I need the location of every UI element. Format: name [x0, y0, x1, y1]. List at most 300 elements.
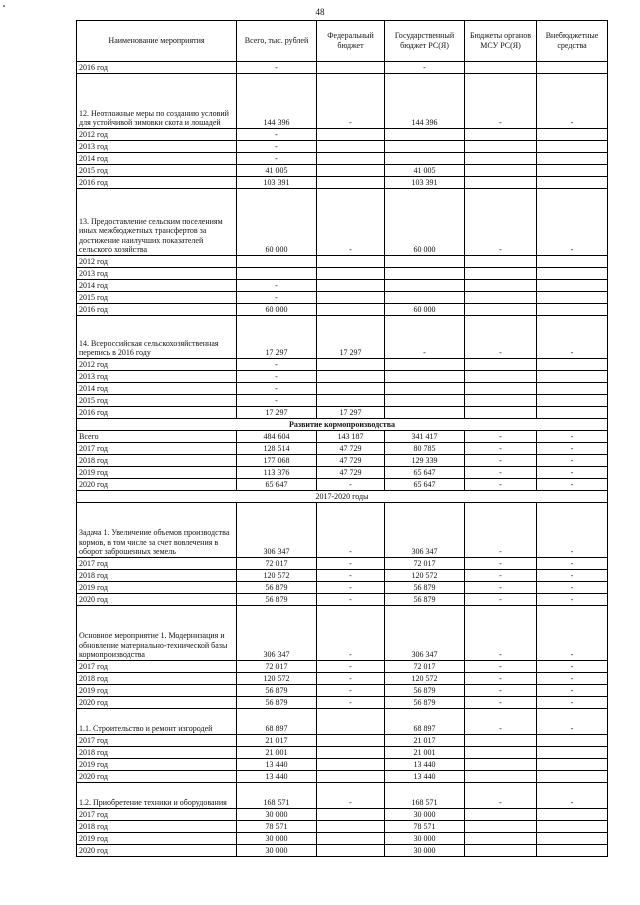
- cell-municipal: -: [465, 783, 537, 809]
- cell-municipal: [465, 833, 537, 845]
- cell-federal: [317, 771, 385, 783]
- cell-state: [385, 256, 465, 268]
- cell-federal: -: [317, 594, 385, 606]
- cell-extra: [537, 395, 608, 407]
- cell-extra: [537, 759, 608, 771]
- cell-extra: -: [537, 431, 608, 443]
- cell-state: 65 647: [385, 479, 465, 491]
- cell-municipal: [465, 62, 537, 74]
- cell-name: 2016 год: [77, 304, 237, 316]
- cell-extra: [537, 292, 608, 304]
- cell-total: 13 440: [237, 771, 317, 783]
- table-row: [77, 74, 608, 129]
- table-row: [77, 443, 608, 455]
- cell-total: -: [237, 62, 317, 74]
- cell-municipal: [465, 292, 537, 304]
- cell-extra: [537, 771, 608, 783]
- cell-federal: -: [317, 570, 385, 582]
- table-row: [77, 467, 608, 479]
- table-row: [77, 673, 608, 685]
- cell-extra: -: [537, 443, 608, 455]
- cell-extra: [537, 153, 608, 165]
- cell-extra: [537, 371, 608, 383]
- cell-municipal: -: [465, 606, 537, 661]
- header-municipal: Бюджеты органов МСУ РС(Я): [465, 21, 537, 62]
- cell-federal: [317, 280, 385, 292]
- cell-state: [385, 371, 465, 383]
- cell-state: 306 347: [385, 606, 465, 661]
- table-row: [77, 359, 608, 371]
- cell-municipal: -: [465, 467, 537, 479]
- cell-name: 2013 год: [77, 141, 237, 153]
- cell-total: -: [237, 359, 317, 371]
- cell-total: 120 572: [237, 570, 317, 582]
- cell-total: -: [237, 129, 317, 141]
- table-row: [77, 771, 608, 783]
- cell-federal: [317, 747, 385, 759]
- cell-extra: -: [537, 455, 608, 467]
- cell-municipal: [465, 268, 537, 280]
- cell-federal: [317, 371, 385, 383]
- cell-extra: -: [537, 594, 608, 606]
- cell-federal: [317, 256, 385, 268]
- cell-municipal: [465, 747, 537, 759]
- cell-federal: -: [317, 582, 385, 594]
- cell-extra: [537, 833, 608, 845]
- cell-total: 68 897: [237, 709, 317, 735]
- table-row: [77, 316, 608, 359]
- cell-name: Задача 1. Увеличение объемов производства кормов, в том числе за счет вовлечения в оборот заброшенных земель: [77, 503, 237, 558]
- cell-federal: [317, 395, 385, 407]
- cell-extra: [537, 747, 608, 759]
- cell-federal: -: [317, 697, 385, 709]
- cell-name: 2017 год: [77, 809, 237, 821]
- cell-federal: -: [317, 606, 385, 661]
- cell-state: 13 440: [385, 771, 465, 783]
- table-row: [77, 845, 608, 857]
- cell-total: 56 879: [237, 697, 317, 709]
- cell-total: [237, 268, 317, 280]
- cell-municipal: -: [465, 455, 537, 467]
- cell-state: 30 000: [385, 845, 465, 857]
- cell-extra: -: [537, 479, 608, 491]
- cell-extra: -: [537, 189, 608, 256]
- cell-federal: [317, 62, 385, 74]
- cell-municipal: [465, 359, 537, 371]
- cell-name: 2020 год: [77, 845, 237, 857]
- table-row: [77, 697, 608, 709]
- table-row: [77, 747, 608, 759]
- cell-federal: [317, 821, 385, 833]
- cell-name: 2019 год: [77, 759, 237, 771]
- cell-total: -: [237, 280, 317, 292]
- cell-state: 56 879: [385, 685, 465, 697]
- cell-total: 120 572: [237, 673, 317, 685]
- cell-federal: 47 729: [317, 455, 385, 467]
- cell-extra: [537, 177, 608, 189]
- cell-municipal: [465, 759, 537, 771]
- cell-federal: -: [317, 74, 385, 129]
- cell-extra: [537, 735, 608, 747]
- cell-state: 30 000: [385, 833, 465, 845]
- period-label: 2017-2020 годы: [77, 491, 608, 503]
- cell-federal: -: [317, 558, 385, 570]
- cell-name: 2019 год: [77, 467, 237, 479]
- cell-name: 2020 год: [77, 479, 237, 491]
- table-row: [77, 455, 608, 467]
- cell-state: 30 000: [385, 809, 465, 821]
- cell-federal: 17 297: [317, 316, 385, 359]
- cell-federal: [317, 359, 385, 371]
- cell-state: [385, 268, 465, 280]
- cell-name: Основное мероприятие 1. Модернизация и обновление материально-технической базы кормопроизводства: [77, 606, 237, 661]
- cell-total: 113 376: [237, 467, 317, 479]
- cell-municipal: [465, 395, 537, 407]
- cell-municipal: -: [465, 685, 537, 697]
- cell-federal: [317, 292, 385, 304]
- cell-name: 2019 год: [77, 833, 237, 845]
- table-row: [77, 383, 608, 395]
- cell-state: 60 000: [385, 304, 465, 316]
- cell-federal: 17 297: [317, 407, 385, 419]
- cell-extra: -: [537, 467, 608, 479]
- header-federal: Федеральный бюджет: [317, 21, 385, 62]
- cell-federal: [317, 268, 385, 280]
- cell-municipal: -: [465, 431, 537, 443]
- cell-name: 2014 год: [77, 383, 237, 395]
- table-row: [77, 407, 608, 419]
- cell-federal: -: [317, 479, 385, 491]
- table-row: [77, 479, 608, 491]
- cell-total: 21 017: [237, 735, 317, 747]
- cell-name: 2013 год: [77, 371, 237, 383]
- cell-name: 2014 год: [77, 153, 237, 165]
- cell-name: 2015 год: [77, 395, 237, 407]
- cell-municipal: [465, 383, 537, 395]
- cell-total: 30 000: [237, 833, 317, 845]
- cell-state: [385, 407, 465, 419]
- table-header-row: [77, 21, 608, 62]
- period-row: [77, 491, 608, 503]
- table-row: [77, 809, 608, 821]
- header-name: Наименование мероприятия: [77, 21, 237, 62]
- cell-extra: [537, 129, 608, 141]
- table-row: [77, 165, 608, 177]
- cell-extra: -: [537, 685, 608, 697]
- cell-municipal: -: [465, 558, 537, 570]
- table-row: [77, 582, 608, 594]
- cell-extra: [537, 383, 608, 395]
- table-row: [77, 371, 608, 383]
- cell-name: 2015 год: [77, 292, 237, 304]
- cell-name: 13. Предоставление сельским поселениям иных межбюджетных трансфертов за достижение наилучших показателей сельского хозяйства: [77, 189, 237, 256]
- cell-federal: [317, 833, 385, 845]
- cell-name: 1.2. Приобретение техники и оборудования: [77, 783, 237, 809]
- header-extra: Внебюджетные средства: [537, 21, 608, 62]
- cell-total: -: [237, 383, 317, 395]
- table-row: [77, 304, 608, 316]
- cell-extra: -: [537, 709, 608, 735]
- cell-federal: [317, 845, 385, 857]
- cell-municipal: -: [465, 673, 537, 685]
- cell-name: 2016 год: [77, 62, 237, 74]
- cell-federal: -: [317, 673, 385, 685]
- cell-name: 2017 год: [77, 558, 237, 570]
- cell-federal: [317, 759, 385, 771]
- cell-state: 103 391: [385, 177, 465, 189]
- cell-total: 168 571: [237, 783, 317, 809]
- cell-name: 2018 год: [77, 821, 237, 833]
- cell-total: 41 005: [237, 165, 317, 177]
- section-heading: Развитие кормопроизводства: [77, 419, 608, 431]
- cell-federal: 143 187: [317, 431, 385, 443]
- cell-name: 2018 год: [77, 455, 237, 467]
- cell-extra: [537, 141, 608, 153]
- cell-state: [385, 141, 465, 153]
- header-state: Государственный бюджет РС(Я): [385, 21, 465, 62]
- cell-total: 17 297: [237, 407, 317, 419]
- cell-state: 21 001: [385, 747, 465, 759]
- cell-name: 2020 год: [77, 594, 237, 606]
- cell-municipal: -: [465, 570, 537, 582]
- cell-municipal: -: [465, 661, 537, 673]
- cell-name: 2012 год: [77, 359, 237, 371]
- cell-name: Всего: [77, 431, 237, 443]
- cell-name: 2017 год: [77, 735, 237, 747]
- cell-extra: -: [537, 661, 608, 673]
- table-row: [77, 268, 608, 280]
- cell-municipal: [465, 371, 537, 383]
- cell-municipal: [465, 809, 537, 821]
- cell-state: 56 879: [385, 582, 465, 594]
- cell-name: 2014 год: [77, 280, 237, 292]
- cell-state: 120 572: [385, 673, 465, 685]
- cell-state: [385, 280, 465, 292]
- page-number: 48: [315, 7, 325, 17]
- cell-municipal: -: [465, 594, 537, 606]
- cell-state: 56 879: [385, 697, 465, 709]
- cell-extra: [537, 62, 608, 74]
- cell-total: 60 000: [237, 189, 317, 256]
- cell-name: 2018 год: [77, 570, 237, 582]
- cell-state: 168 571: [385, 783, 465, 809]
- cell-state: [385, 129, 465, 141]
- cell-municipal: -: [465, 74, 537, 129]
- cell-name: 2018 год: [77, 673, 237, 685]
- cell-municipal: [465, 845, 537, 857]
- budget-table: [76, 20, 608, 857]
- cell-name: 2019 год: [77, 582, 237, 594]
- cell-name: 2018 год: [77, 747, 237, 759]
- cell-state: 78 571: [385, 821, 465, 833]
- cell-state: 13 440: [385, 759, 465, 771]
- cell-extra: -: [537, 697, 608, 709]
- table-row: [77, 177, 608, 189]
- cell-state: 21 017: [385, 735, 465, 747]
- header-total: Всего, тыс. рублей: [237, 21, 317, 62]
- cell-total: 56 879: [237, 594, 317, 606]
- cell-municipal: [465, 153, 537, 165]
- cell-name: 1.1. Строительство и ремонт изгородей: [77, 709, 237, 735]
- cell-federal: [317, 177, 385, 189]
- cell-name: 2015 год: [77, 165, 237, 177]
- cell-federal: -: [317, 685, 385, 697]
- cell-name: 2016 год: [77, 177, 237, 189]
- cell-municipal: [465, 407, 537, 419]
- cell-municipal: [465, 280, 537, 292]
- cell-extra: [537, 304, 608, 316]
- cell-state: 41 005: [385, 165, 465, 177]
- table-row: [77, 735, 608, 747]
- cell-state: -: [385, 316, 465, 359]
- table-row: [77, 685, 608, 697]
- cell-municipal: -: [465, 479, 537, 491]
- cell-state: -: [385, 62, 465, 74]
- table-row: [77, 558, 608, 570]
- cell-name: 14. Всероссийская сельскохозяйственная перепись в 2016 году: [77, 316, 237, 359]
- table-row: [77, 431, 608, 443]
- table-row: [77, 709, 608, 735]
- cell-extra: -: [537, 673, 608, 685]
- cell-federal: [317, 304, 385, 316]
- cell-state: 68 897: [385, 709, 465, 735]
- cell-municipal: -: [465, 503, 537, 558]
- cell-extra: [537, 809, 608, 821]
- table-row: [77, 280, 608, 292]
- cell-extra: -: [537, 74, 608, 129]
- cell-federal: -: [317, 661, 385, 673]
- table-row: [77, 256, 608, 268]
- cell-federal: -: [317, 189, 385, 256]
- cell-extra: -: [537, 558, 608, 570]
- cell-municipal: [465, 177, 537, 189]
- table-row: [77, 503, 608, 558]
- table-row: [77, 62, 608, 74]
- cell-state: 65 647: [385, 467, 465, 479]
- cell-federal: -: [317, 783, 385, 809]
- cell-extra: -: [537, 570, 608, 582]
- cell-federal: [317, 129, 385, 141]
- cell-extra: -: [537, 783, 608, 809]
- cell-extra: [537, 359, 608, 371]
- cell-municipal: [465, 304, 537, 316]
- cell-total: 30 000: [237, 845, 317, 857]
- cell-state: [385, 383, 465, 395]
- cell-municipal: [465, 141, 537, 153]
- table-row: [77, 570, 608, 582]
- cell-federal: [317, 165, 385, 177]
- cell-total: -: [237, 395, 317, 407]
- table-row: [77, 759, 608, 771]
- cell-total: 30 000: [237, 809, 317, 821]
- cell-total: 56 879: [237, 685, 317, 697]
- cell-name: 2012 год: [77, 256, 237, 268]
- table-row: [77, 661, 608, 673]
- cell-extra: -: [537, 503, 608, 558]
- cell-total: 78 571: [237, 821, 317, 833]
- cell-total: 144 396: [237, 74, 317, 129]
- cell-extra: -: [537, 582, 608, 594]
- table-row: [77, 821, 608, 833]
- cell-municipal: [465, 165, 537, 177]
- cell-municipal: -: [465, 697, 537, 709]
- cell-municipal: -: [465, 582, 537, 594]
- cell-name: 2020 год: [77, 697, 237, 709]
- cell-extra: [537, 280, 608, 292]
- cell-municipal: [465, 129, 537, 141]
- cell-total: 72 017: [237, 661, 317, 673]
- cell-total: 13 440: [237, 759, 317, 771]
- cell-total: 128 514: [237, 443, 317, 455]
- cell-state: 341 417: [385, 431, 465, 443]
- cell-municipal: [465, 771, 537, 783]
- cell-municipal: [465, 256, 537, 268]
- cell-state: 120 572: [385, 570, 465, 582]
- cell-state: 60 000: [385, 189, 465, 256]
- cell-state: [385, 153, 465, 165]
- table-row: [77, 189, 608, 256]
- cell-total: -: [237, 141, 317, 153]
- table-row: [77, 292, 608, 304]
- table-row: [77, 129, 608, 141]
- cell-municipal: -: [465, 316, 537, 359]
- cell-total: -: [237, 153, 317, 165]
- cell-federal: [317, 141, 385, 153]
- cell-federal: [317, 709, 385, 735]
- cell-extra: -: [537, 606, 608, 661]
- cell-total: 306 347: [237, 503, 317, 558]
- cell-state: 306 347: [385, 503, 465, 558]
- cell-total: 103 391: [237, 177, 317, 189]
- cell-state: 72 017: [385, 558, 465, 570]
- cell-state: 56 879: [385, 594, 465, 606]
- cell-name: 2013 год: [77, 268, 237, 280]
- cell-total: 56 879: [237, 582, 317, 594]
- table-row: [77, 395, 608, 407]
- cell-extra: [537, 407, 608, 419]
- cell-name: 2016 год: [77, 407, 237, 419]
- cell-total: 306 347: [237, 606, 317, 661]
- cell-total: 21 001: [237, 747, 317, 759]
- cell-municipal: [465, 821, 537, 833]
- cell-extra: [537, 845, 608, 857]
- cell-name: 2017 год: [77, 443, 237, 455]
- cell-federal: [317, 809, 385, 821]
- cell-state: [385, 359, 465, 371]
- table-row: [77, 783, 608, 809]
- cell-federal: 47 729: [317, 443, 385, 455]
- section-heading-row: [77, 419, 608, 431]
- cell-total: 484 604: [237, 431, 317, 443]
- cell-municipal: -: [465, 443, 537, 455]
- table-row: [77, 594, 608, 606]
- table-row: [77, 606, 608, 661]
- cell-name: 2020 год: [77, 771, 237, 783]
- cell-state: [385, 395, 465, 407]
- cell-municipal: -: [465, 189, 537, 256]
- cell-municipal: [465, 735, 537, 747]
- table-row: [77, 153, 608, 165]
- table-row: [77, 141, 608, 153]
- cell-federal: 47 729: [317, 467, 385, 479]
- cell-extra: [537, 256, 608, 268]
- cell-name: 2019 год: [77, 685, 237, 697]
- cell-extra: [537, 268, 608, 280]
- cell-total: 17 297: [237, 316, 317, 359]
- cell-name: 2017 год: [77, 661, 237, 673]
- cell-total: [237, 256, 317, 268]
- table-row: [77, 833, 608, 845]
